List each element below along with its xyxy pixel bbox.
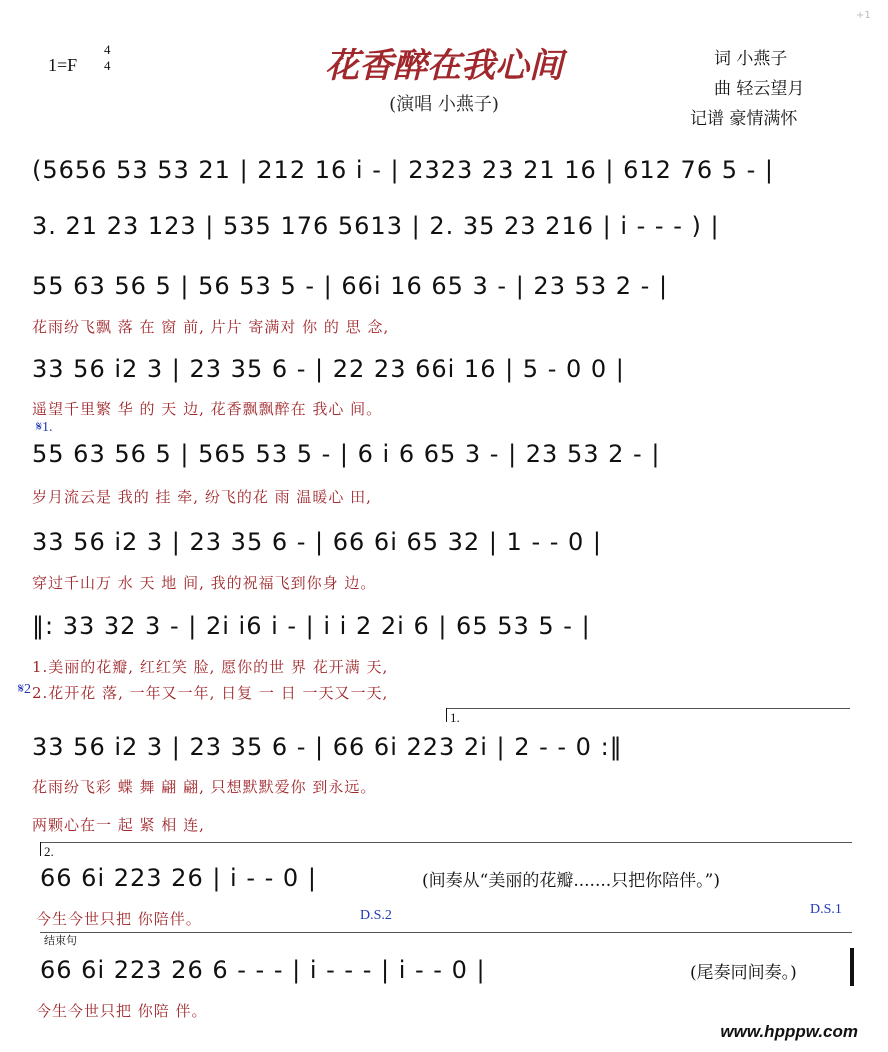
score-line-9: 66 6i 223 26 | i - - 0 | [40, 864, 317, 892]
lyric-line-8b: 两颗心在一 起 紧 相 连, [32, 816, 205, 834]
time-top: 4 [104, 42, 111, 57]
score-line-3: 55 63 56 5 | 56 53 5 - | 66i 16 65 3 - | 23 53 2 - | [32, 272, 669, 300]
volta-2-bracket-start [40, 842, 41, 856]
interlude-note: (间奏从“美丽的花瓣.......只把你陪伴。”) [422, 871, 720, 891]
score-line-1: (5656 53 53 21 | 212 16 i - | 2323 23 21 16 | 612 76 5 - | [32, 156, 774, 184]
segno-1-marker: 𝄋1. [36, 420, 53, 435]
outro-note: (尾奏同间奏。) [690, 963, 797, 983]
composer: 曲 轻云望月 [714, 79, 805, 99]
score-line-7: ‖: 33 32 3 - | 2i i6 i - | i i 2 2i 6 | 65 53 5 - | [32, 612, 591, 640]
lyricist: 词 小燕子 [714, 49, 788, 69]
notator: 记谱 豪情满怀 [690, 109, 798, 129]
score-line-5: 55 63 56 5 | 565 53 5 - | 6 i 6 65 3 - | 23 53 2 - | [32, 440, 661, 468]
lyric-line-6: 穿过千山万 水 天 地 间, 我的祝福飞到你身 边。 [32, 574, 377, 592]
volta-1-bracket [446, 708, 850, 709]
score-line-10: 66 6i 223 26 6 - - - | i - - - | i - - 0 | [40, 956, 486, 984]
ds2-marker: D.S.2 [360, 908, 392, 923]
site-watermark: www.hpppw.com [720, 1022, 858, 1041]
song-subtitle: (演唱 小燕子) [389, 94, 499, 115]
time-bottom: 4 [104, 58, 111, 73]
lyric-line-5: 岁月流云是 我的 挂 牵, 纷飞的花 雨 温暖心 田, [32, 488, 372, 506]
ds1-marker: D.S.1 [810, 902, 842, 917]
ending-bracket [40, 932, 852, 933]
lyric-line-3: 花雨纷飞飘 落 在 窗 前, 片片 寄满对 你 的 思 念, [32, 318, 390, 336]
score-line-6: 33 56 i2 3 | 23 35 6 - | 66 6i 65 32 | 1 - - 0 | [32, 528, 602, 556]
lyric-line-7a: 1.美丽的花瓣, 红红笑 脸, 愿你的世 界 花开满 天, [32, 658, 389, 676]
lyric-line-4: 遥望千里繁 华 的 天 边, 花香飘飘醉在 我心 间。 [32, 400, 383, 418]
volta-1-bracket-start [446, 708, 447, 722]
corner-mark: +1 [856, 10, 871, 21]
key-signature: 1=F [48, 55, 78, 75]
score-line-2: 3. 21 23 123 | 535 176 5613 | 2. 35 23 216 | i - - - ) | [32, 212, 720, 240]
lyric-line-10: 今生今世只把 你陪 伴。 [36, 1002, 208, 1020]
volta-2-bracket [40, 842, 852, 843]
lyric-line-7b: 2.花开花 落, 一年又一年, 日复 一 日 一天又一天, [32, 684, 389, 702]
ending-label: 结束句 [44, 935, 77, 947]
score-line-4: 33 56 i2 3 | 23 35 6 - | 22 23 66i 16 | 5 - 0 0 | [32, 355, 625, 383]
volta-1-label: 1. [450, 710, 460, 725]
song-title: 花香醉在我心间 [325, 46, 563, 86]
volta-2-label: 2. [44, 844, 54, 859]
final-barline [850, 948, 854, 986]
segno-2-marker: 𝄋2 [18, 682, 32, 697]
lyric-line-9: 今生今世只把 你陪伴。 [36, 910, 202, 928]
score-line-8: 33 56 i2 3 | 23 35 6 - | 66 6i 223 2i | 2 - - 0 :‖ [32, 733, 623, 761]
lyric-line-8a: 花雨纷飞彩 蝶 舞 翩 翩, 只想默默爱你 到永远。 [32, 778, 377, 796]
